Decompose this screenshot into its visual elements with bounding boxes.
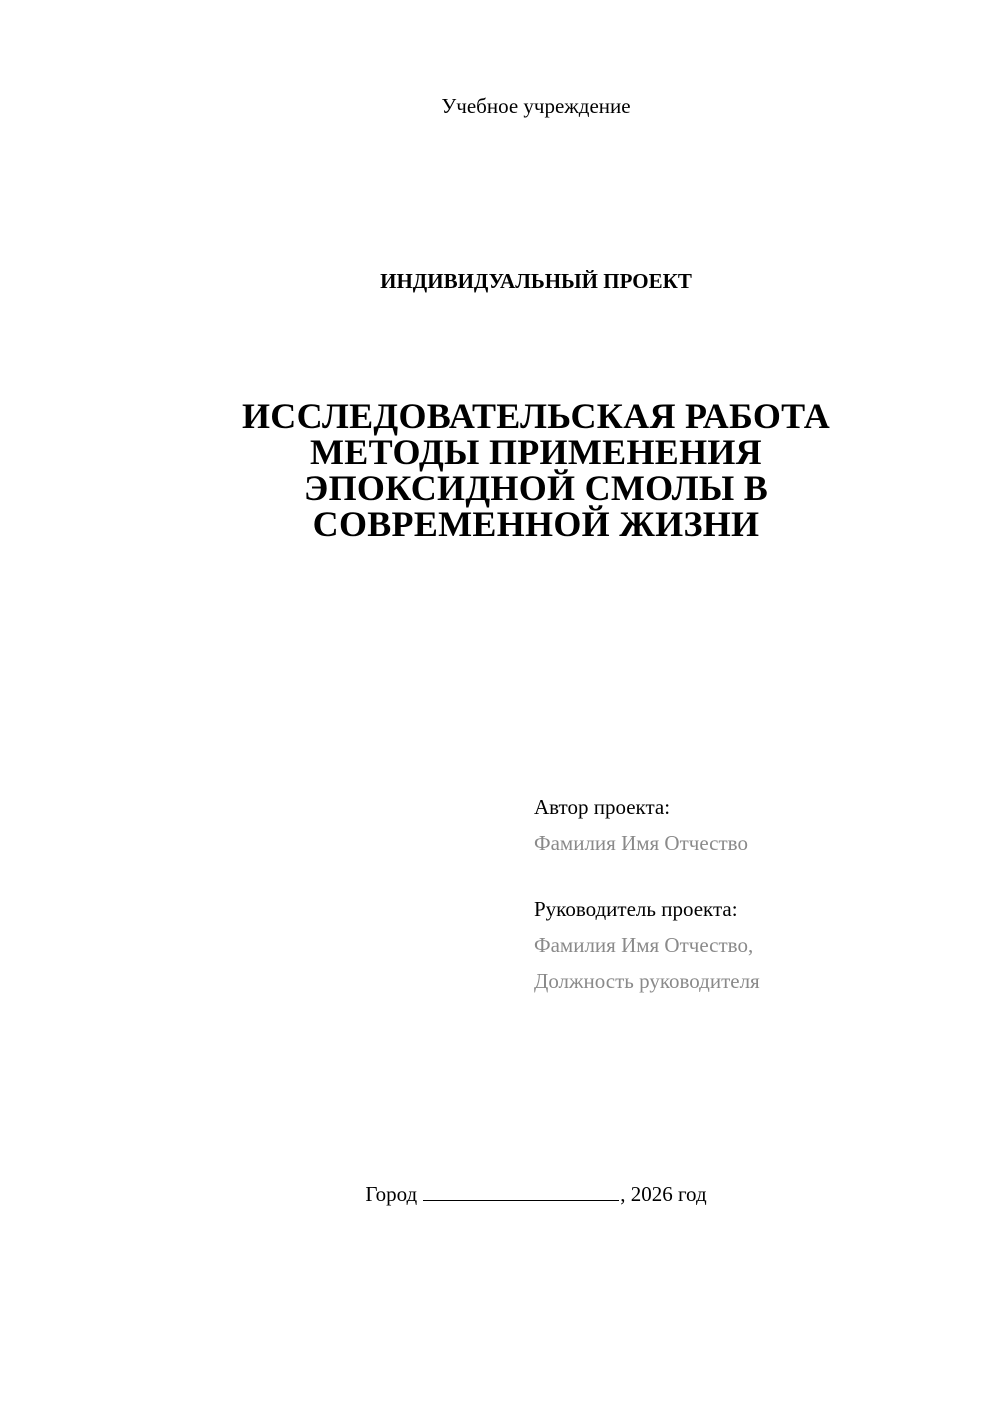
supervisor-label: Руководитель проекта:: [534, 897, 738, 921]
credits-spacer: [534, 861, 974, 891]
title-line-3: ЭПОКСИДНОЙ СМОЛЫ В: [303, 468, 769, 508]
author-label: Автор проекта:: [534, 795, 671, 819]
city-blank-line: [423, 1181, 619, 1201]
author-name: Фамилия Имя Отчество: [534, 831, 748, 855]
institution-name: Учебное учреждение: [441, 94, 631, 118]
credits-block: [534, 789, 974, 999]
year-text: , 2026 год: [620, 1182, 707, 1206]
supervisor-name: Фамилия Имя Отчество,: [534, 933, 754, 957]
title-line-2: МЕТОДЫ ПРИМЕНЕНИЯ: [310, 432, 762, 472]
project-title: [200, 398, 872, 542]
project-type-heading: ИНДИВИДУАЛЬНЫЙ ПРОЕКТ: [380, 269, 692, 293]
footer-city-year: [0, 1180, 1000, 1208]
title-line-4: СОВРЕМЕННОЙ ЖИЗНИ: [312, 504, 760, 544]
city-label: Город: [365, 1182, 418, 1206]
supervisor-position: Должность руководителя: [534, 969, 760, 993]
title-line-1: ИССЛЕДОВАТЕЛЬСКАЯ РАБОТА: [241, 396, 831, 436]
